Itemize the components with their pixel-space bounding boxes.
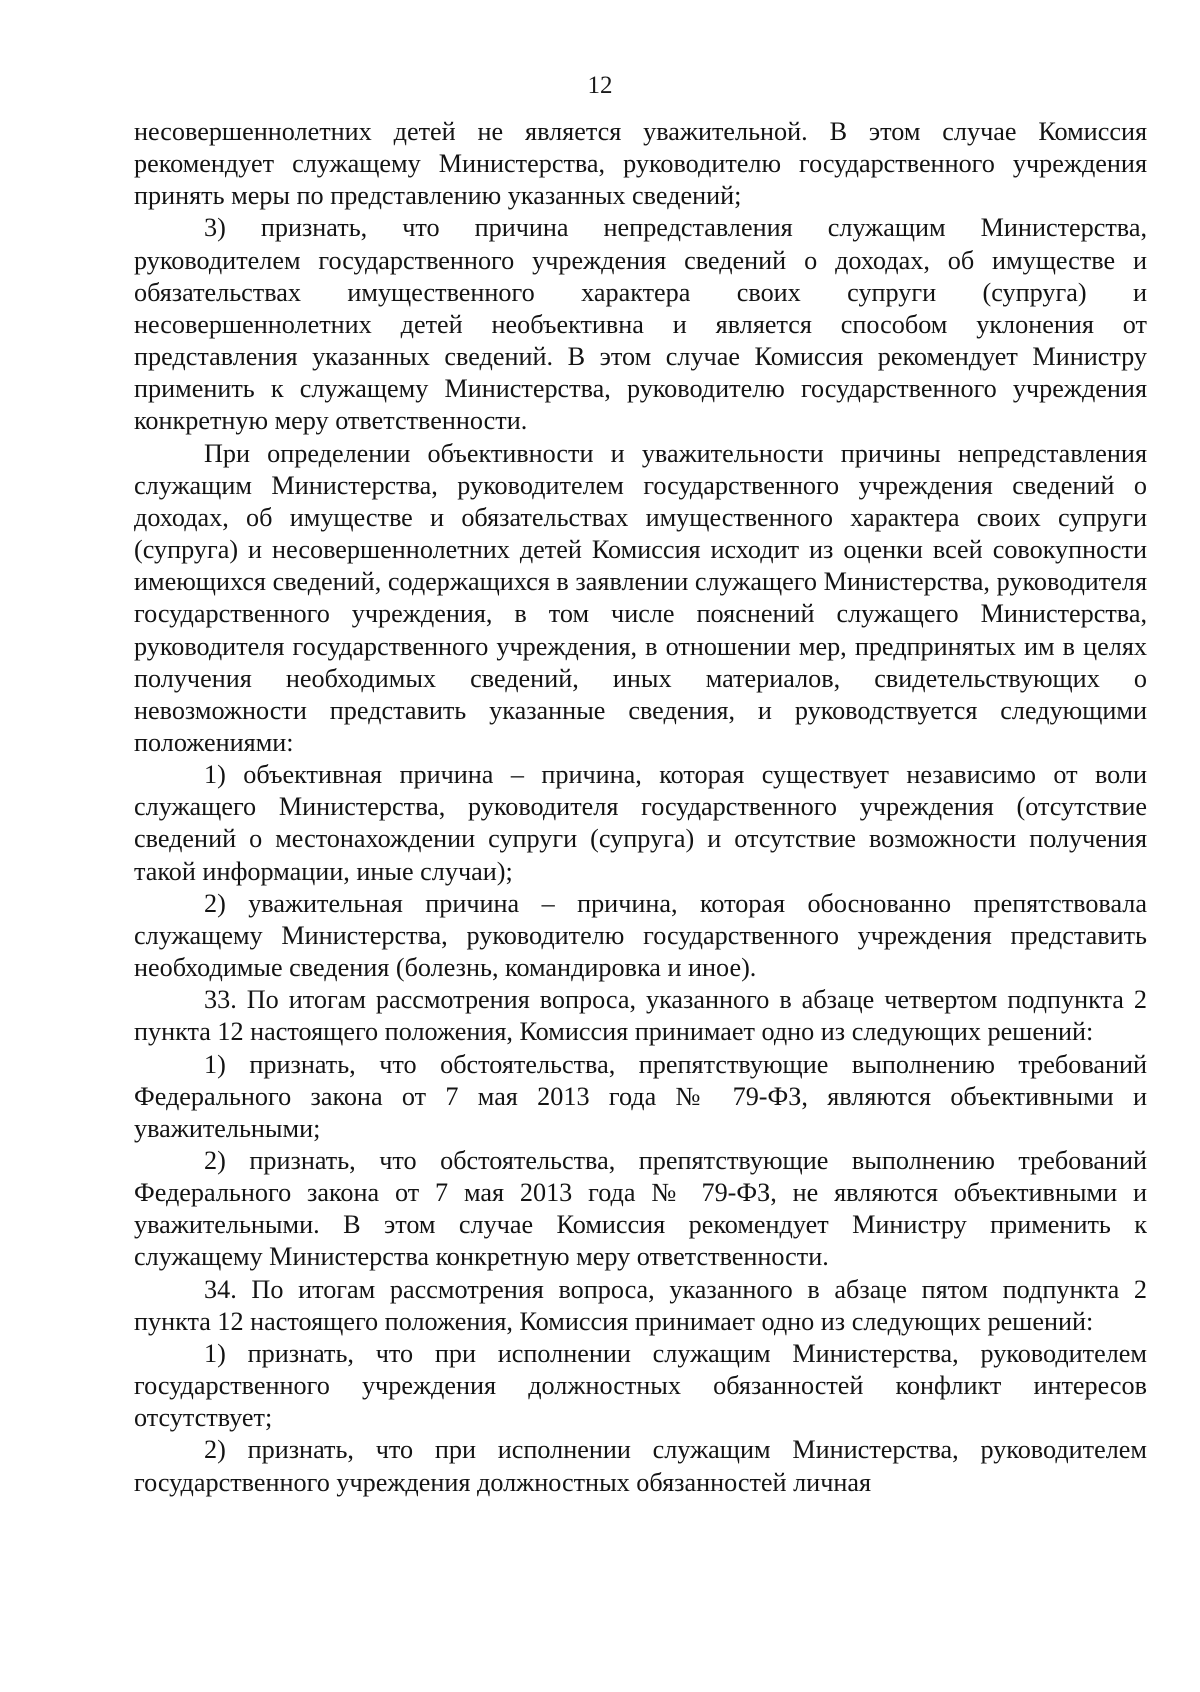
paragraph-objective-reason: 1) объективная причина – причина, которая существует независимо от воли служащего Министерства, руководителя государственного учреждения (отсутствие сведений о местонахождении супруги (супруга) и отсутствие возможности получения такой информации, иные случаи); [134, 760, 1147, 886]
paragraph-valid-reason: 2) уважительная причина – причина, которая обоснованно препятствовала служащему Министерства, руководителю государственного учреждения представить необходимые сведения (болезнь, командировка и иное). [134, 888, 1147, 983]
paragraph-section-33: 33. По итогам рассмотрения вопроса, указанного в абзаце четвертом подпункта 2 пункта 12 настоящего положения, Комиссия принимает одно из следующих решений: [134, 985, 1147, 1047]
page-number: 12 [587, 72, 613, 99]
paragraph-section-34: 34. По итогам рассмотрения вопроса, указанного в абзаце пятом подпункта 2 пункта 12 настоящего положения, Комиссия принимает одно из следующих решений: [134, 1274, 1147, 1336]
document-body [134, 116, 1147, 1499]
paragraph-criteria-intro: При определении объективности и уважительности причины непредставления служащим Министерства, руководителем государственного учреждения сведений о доходах, об имуществе и обязательствах имущественного характера своих супруги (супруга) и несовершеннолетних детей Комиссия исходит из оценки всей совокупности имеющихся сведений, содержащихся в заявлении служащего Министерства, руководителя государственного учреждения, в том числе пояснений служащего Министерства, руководителя государственного учреждения, в отношении мер, предпринятых им в целях получения необходимых сведений, иных материалов, свидетельствующих о невозможности представить указанные сведения, и руководствуется следующими положениями: [134, 438, 1147, 757]
paragraph-item-3: 3) признать, что причина непредставления служащим Министерства, руководителем государственного учреждения сведений о доходах, об имуществе и обязательствах имущественного характера своих супруги (супруга) и несовершеннолетних детей необъективна и является способом уклонения от представления указанных сведений. В этом случае Комиссия рекомендует Министру применить к служащему Министерства, руководителю государственного учреждения конкретную меру ответственности. [134, 213, 1147, 436]
paragraph-continuation: несовершеннолетних детей не является уважительной. В этом случае Комиссия рекомендует служащему Министерства, руководителю государственного учреждения принять меры по представлению указанных сведений; [134, 117, 1147, 211]
paragraph-33-decision-2: 2) признать, что обстоятельства, препятствующие выполнению требований Федерального закона от 7 мая 2013 года № 79-ФЗ, не являются объективными и уважительными. В этом случае Комиссия рекомендует Министру применить к служащему Министерства конкретную меру ответственности. [134, 1146, 1147, 1272]
paragraph-34-decision-2: 2) признать, что при исполнении служащим Министерства, руководителем государственного учреждения должностных обязанностей личная [134, 1435, 1147, 1497]
paragraph-34-decision-1: 1) признать, что при исполнении служащим Министерства, руководителем государственного учреждения должностных обязанностей конфликт интересов отсутствует; [134, 1338, 1147, 1433]
paragraph-33-decision-1: 1) признать, что обстоятельства, препятствующие выполнению требований Федерального закона от 7 мая 2013 года № 79-ФЗ, являются объективными и уважительными; [134, 1049, 1147, 1143]
